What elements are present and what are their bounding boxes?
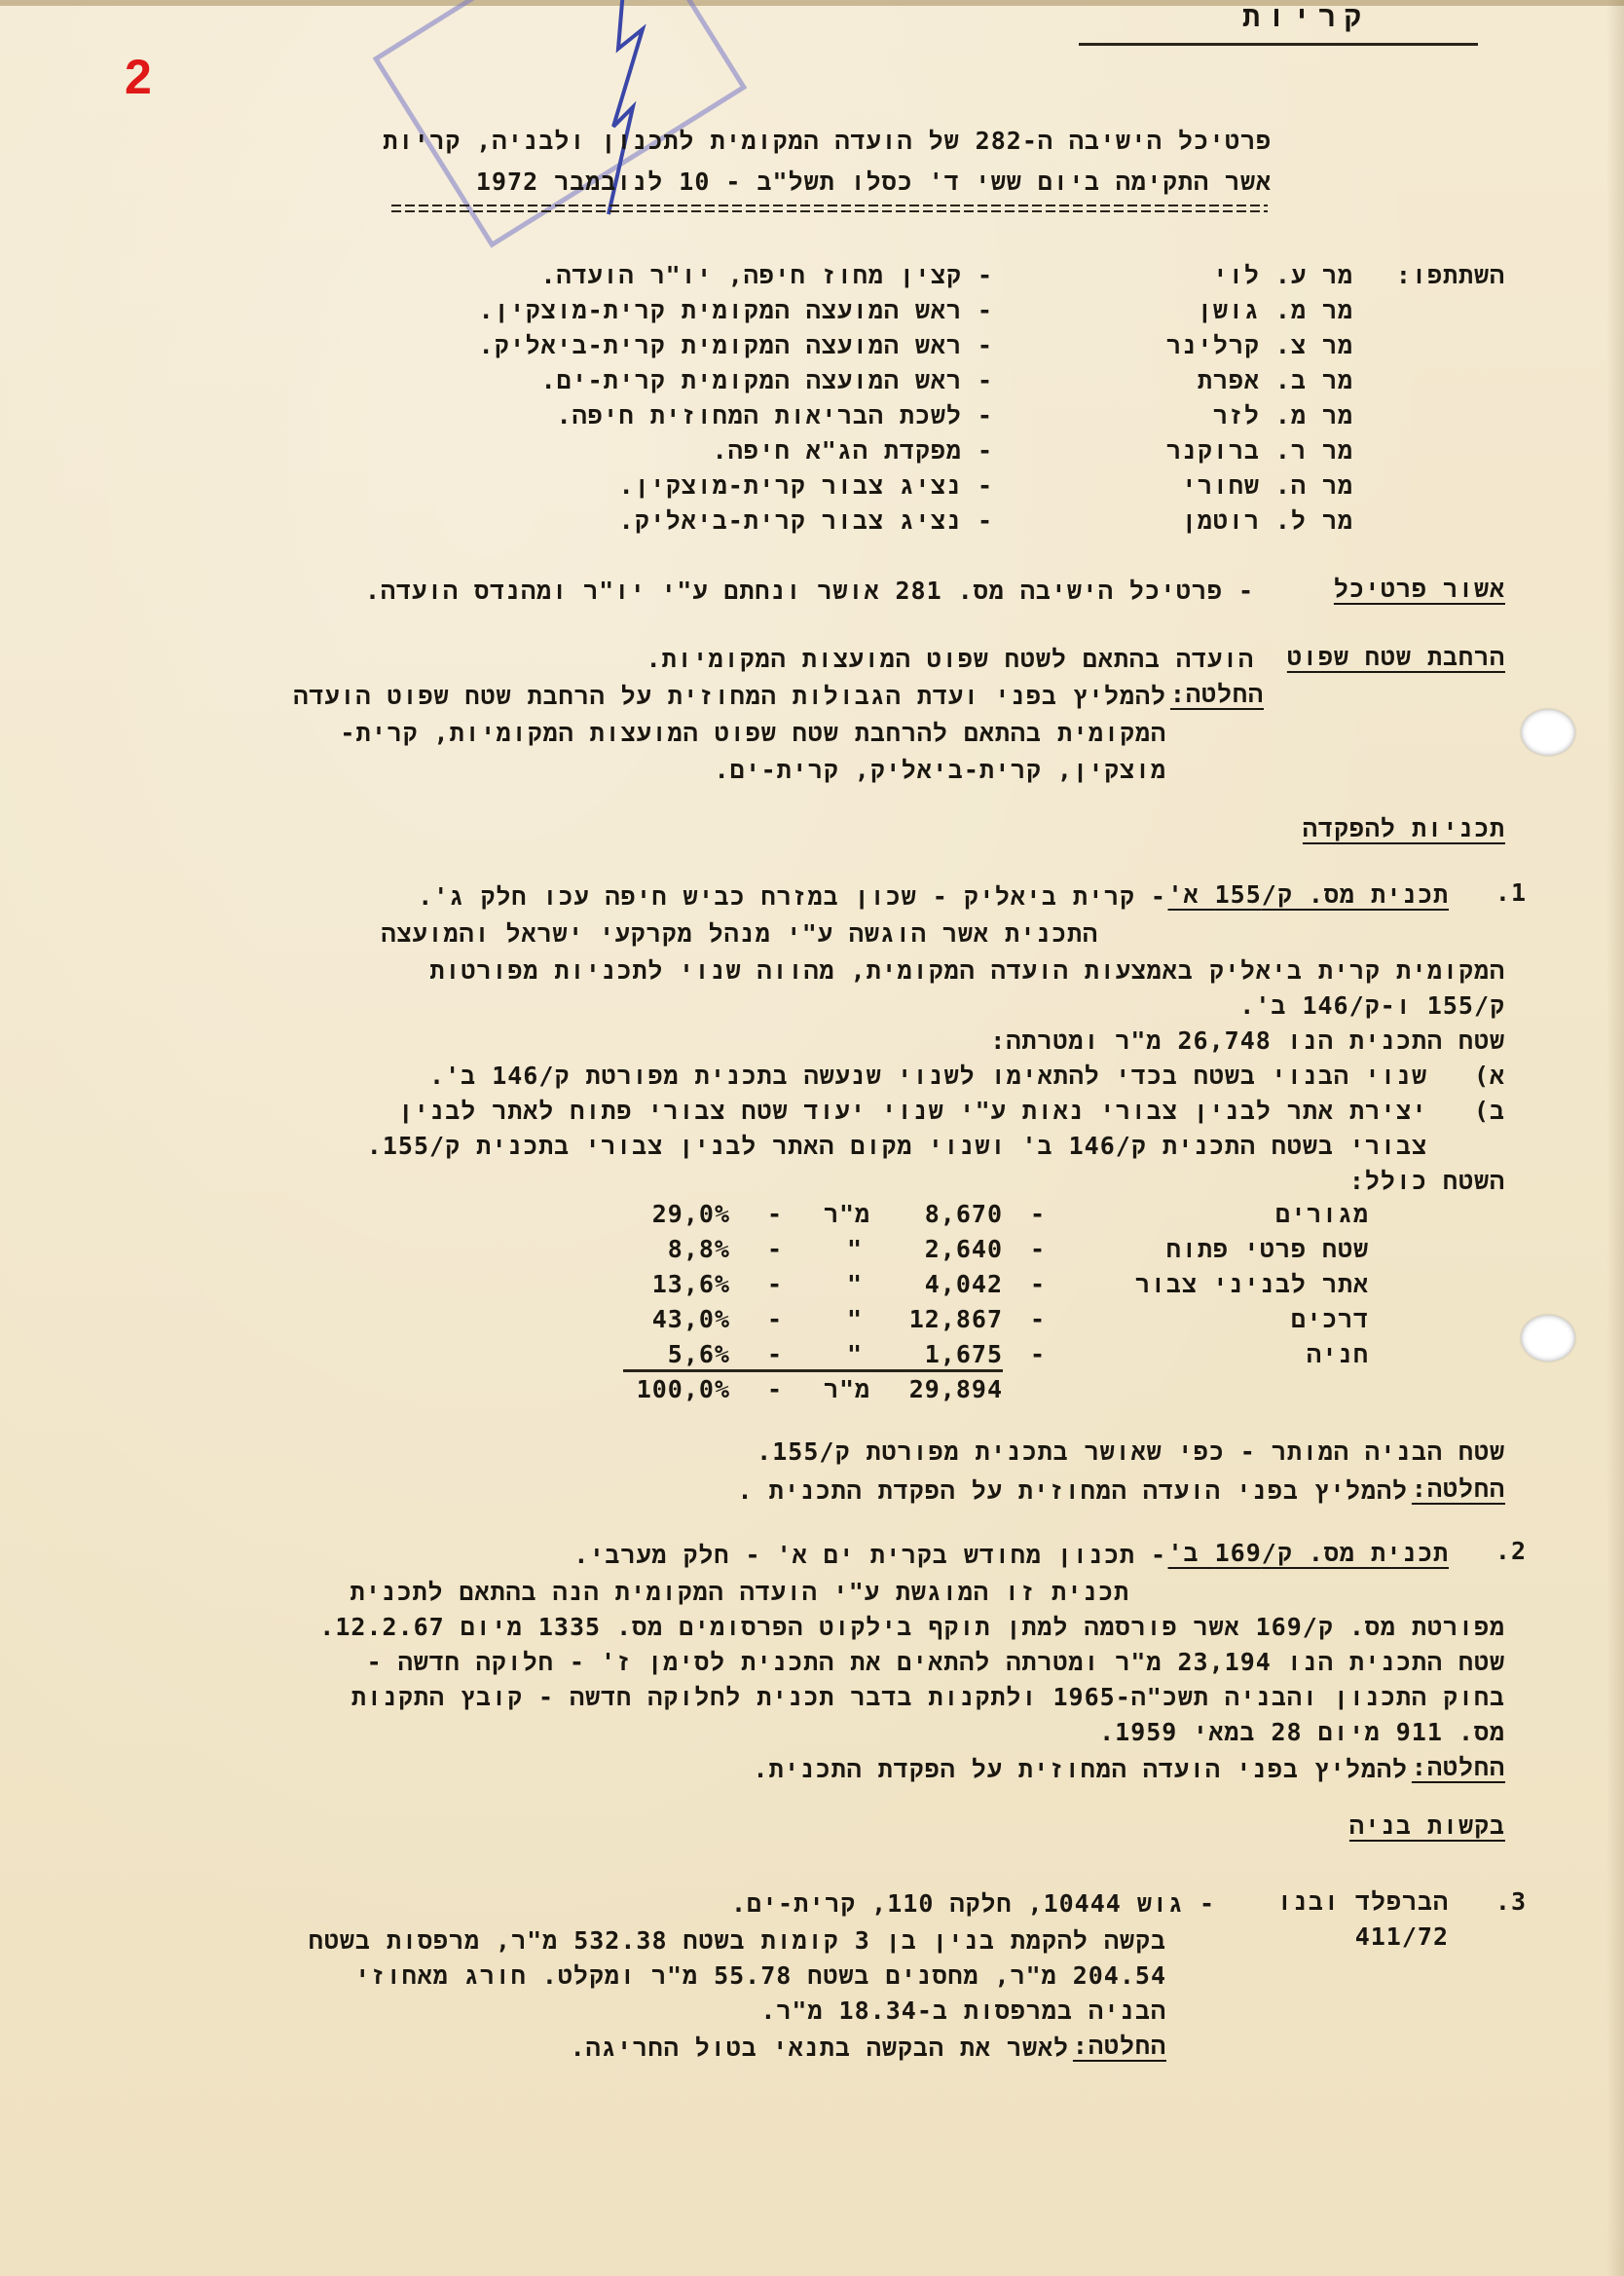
area-dash: - <box>1030 1235 1047 1263</box>
participant-name: מר ע. לוי <box>1212 261 1353 289</box>
table-sum-line <box>623 1369 1003 1372</box>
plan1-title: - קרית ביאליק - שכון במזרח כביש חיפה עכו חלק ג'. <box>418 882 1166 911</box>
area-dash: - <box>767 1235 784 1263</box>
area-total-unit: מ"ר <box>824 1375 871 1403</box>
area-total-value: 29,894 <box>908 1375 1003 1403</box>
participant-name: מר ב. אפרת <box>1197 366 1353 394</box>
area-use: שטח פרטי פתוח <box>1165 1235 1369 1263</box>
signature-mark <box>565 0 682 234</box>
participant-role: - לשכת הבריאות המחוזית חיפה. <box>556 401 993 429</box>
plan1-line-4: שטח התכנית הנו 26,748 מ"ר ומטרתה: <box>990 1026 1505 1055</box>
page-number: 2 <box>125 50 152 104</box>
participant-role: - נציג צבור קרית-מוצקין. <box>618 471 993 500</box>
plan1-decision: להמליץ בפני הועדה המחוזית על הפקדת התכנית . <box>737 1476 1408 1505</box>
jurisdiction-decision-line-1: להמליץ בפני ועדת הגבולות המחוזית על הרחבת שטח שפוט הועדה <box>293 682 1166 710</box>
area-dash: - <box>767 1270 784 1298</box>
area-dash: - <box>767 1305 784 1333</box>
title-line-1: פרטיכל הישיבה ה-282 של הועדה המקומית לתכנון ולבניה, קריות <box>383 127 1272 155</box>
jurisdiction-decision-line-2: המקומית בהתאם להרחבת שטח שפוט המועצות המקומיות, קרית- <box>340 719 1166 747</box>
plan1-item-a-mark: א) <box>1473 1062 1505 1090</box>
request3-decision-label: החלטה: <box>1072 2032 1166 2060</box>
jurisdiction-label: הרחבת שטח שפוט <box>1286 643 1505 671</box>
area-use: חניה <box>1306 1340 1369 1368</box>
area-total-pct: 100,0% <box>636 1375 730 1403</box>
area-value: 4,042 <box>924 1270 1003 1298</box>
area-pct: 13,6% <box>651 1270 730 1298</box>
request3-applicant: הברפלד ובנו <box>1276 1887 1449 1916</box>
request3-line-2: 204.54 מ"ר, מחסנים בשטח 55.78 מ"ר ומקלט. חורג מאחוזי <box>354 1961 1166 1990</box>
plan1-decision-label: החלטה: <box>1411 1474 1505 1503</box>
area-use: מגורים <box>1274 1200 1369 1228</box>
area-pct: 29,0% <box>651 1200 730 1228</box>
plan1-total-label: השטח כולל: <box>1348 1167 1505 1195</box>
area-unit: " <box>847 1270 864 1298</box>
area-value: 8,670 <box>924 1200 1003 1228</box>
area-dash: - <box>1030 1270 1047 1298</box>
participant-role: - ראש המועצה המקומית קרית-ים. <box>540 366 993 394</box>
participant-name: מר צ. קרלינר <box>1165 331 1353 359</box>
plan2-decision-label: החלטה: <box>1411 1753 1505 1781</box>
plan1-item-b-text-2: צבורי בשטח התכנית ק/146 ב' ושנוי מקום האתר לבנין צבורי בתכנית ק/155. <box>366 1132 1427 1160</box>
plan2-line-5: מס. 911 מיום 28 במאי 1959. <box>1099 1718 1505 1746</box>
area-pct: 5,6% <box>667 1340 730 1368</box>
area-dash: - <box>1030 1340 1047 1368</box>
plan2-decision: להמליץ בפני הועדה המחוזית על הפקדת התכנית. <box>753 1755 1408 1783</box>
area-unit: " <box>847 1235 864 1263</box>
page-edge <box>0 0 1624 6</box>
plan2-line-2: מפורטת מס. ק/169 אשר פורסמה למתן תוקף בילקוט הפרסומים מס. 1335 מיום 12.2.67. <box>319 1613 1505 1641</box>
plan1-built-area: שטח הבניה המותר - כפי שאושר בתכנית מפורטת ק/155. <box>757 1437 1505 1466</box>
plan1-item-b-text-1: יצירת אתר לבנין צבורי נאות ע"י שנוי יעוד שטח צבורי פתוח לאתר לבנין <box>398 1097 1427 1125</box>
request3-decision: לאשר את הבקשה בתנאי בטול החריגה. <box>570 2033 1069 2062</box>
participant-name: מר מ. לזר <box>1212 401 1353 429</box>
plan1-label: תכנית מס. ק/155 א' <box>1167 880 1449 909</box>
participant-name: מר מ. גושן <box>1197 296 1353 324</box>
area-dash: - <box>767 1375 784 1403</box>
jurisdiction-text: הועדה בהתאם לשטח שפוט המועצות המקומיות. <box>646 645 1254 673</box>
plan1-number: 1. <box>1495 878 1527 907</box>
plan2-line-1: תכנית זו המוגשת ע"י הועדה המקומית הנה בהתאם לתכנית <box>350 1578 1129 1606</box>
title-underline-2 <box>391 210 1268 212</box>
plan1-item-b-mark: ב) <box>1473 1097 1505 1125</box>
request3-line-3: הבניה במרפסות ב-18.34 מ"ר. <box>760 1996 1166 2025</box>
approval-label: אשור פרטיכל <box>1333 575 1505 603</box>
request3-file: 411/72 <box>1354 1922 1449 1951</box>
area-pct: 8,8% <box>667 1235 730 1263</box>
request3-title: - גוש 10444, חלקה 110, קרית-ים. <box>731 1889 1215 1918</box>
participant-role: - ראש המועצה המקומית קרית-ביאליק. <box>478 331 993 359</box>
participants-label: השתתפו: <box>1395 261 1505 289</box>
plan1-line-1: התכנית אשר הוגשה ע"י מנהל מקרקעי ישראל והמועצה <box>381 919 1098 948</box>
area-pct: 43,0% <box>651 1305 730 1333</box>
area-value: 12,867 <box>908 1305 1003 1333</box>
participant-role: - קצין מחוז חיפה, יו"ר הועדה. <box>540 261 993 289</box>
building-heading: בקשות בניה <box>1348 1811 1505 1840</box>
plan2-label: תכנית מס. ק/169 ב' <box>1167 1539 1449 1567</box>
plan2-number: 2. <box>1495 1537 1527 1565</box>
title-line-2: אשר התקימה ביום ששי ד' כסלו תשל"ב - 10 לנובמבר 1972 <box>475 168 1272 196</box>
participant-name: מר ל. רוטמן <box>1181 506 1353 535</box>
punch-hole <box>1521 1315 1575 1362</box>
participant-name: מר ר. ברוקנר <box>1165 436 1353 465</box>
request3-line-1: בקשה להקמת בנין בן 3 קומות בשטח 532.38 מ"ר, מרפסות בשטח <box>308 1926 1166 1955</box>
header-underline <box>1079 43 1478 46</box>
area-unit: מ"ר <box>824 1200 871 1228</box>
header-word: קריות <box>1241 0 1369 34</box>
plan2-line-3: שטח התכנית הנו 23,194 מ"ר ומטרתה להתאים את התכנית לסימן ז' - חלוקה חדשה - <box>366 1648 1505 1676</box>
title-underline <box>391 205 1268 206</box>
area-dash: - <box>1030 1200 1047 1228</box>
participant-role: - ראש המועצה המקומית קרית-מוצקין. <box>478 296 993 324</box>
area-value: 1,675 <box>924 1340 1003 1368</box>
punch-hole <box>1521 709 1575 756</box>
participant-role: - מפקדת הג"א חיפה. <box>712 436 993 465</box>
page-shadow <box>1606 0 1624 2276</box>
area-unit: " <box>847 1340 864 1368</box>
plan2-title: - תכנון מחודש בקרית ים א' - חלק מערבי. <box>573 1541 1166 1569</box>
plan1-line-2: המקומית קרית ביאליק באמצעות הועדה המקומית, מהווה שנוי לתכניות מפורטות <box>429 956 1505 985</box>
plans-heading: תכניות להפקדה <box>1302 814 1505 842</box>
participant-role: - נציג צבור קרית-ביאליק. <box>618 506 993 535</box>
plan1-item-a-text: שנוי הבנוי בשטח בכדי להתאימו לשנוי שנעשה בתכנית מפורטת ק/146 ב'. <box>429 1062 1427 1090</box>
area-use: אתר לבניני צבור <box>1134 1270 1369 1298</box>
area-dash: - <box>1030 1305 1047 1333</box>
decision-label: החלטה: <box>1169 680 1264 708</box>
plan2-line-4: בחוק התכנון והבניה תשכ"ה-1965 ולתקנות בדבר תכנית לחלוקה חדשה - קובץ התקנות <box>351 1683 1505 1711</box>
area-dash: - <box>767 1340 784 1368</box>
jurisdiction-decision-line-3: מוצקין, קרית-ביאליק, קרית-ים. <box>714 756 1166 784</box>
area-value: 2,640 <box>924 1235 1003 1263</box>
area-use: דרכים <box>1290 1305 1369 1333</box>
area-dash: - <box>767 1200 784 1228</box>
participant-name: מר ה. שחורי <box>1181 471 1353 500</box>
area-unit: " <box>847 1305 864 1333</box>
approval-text: - פרטיכל הישיבה מס. 281 אושר ונחתם ע"י יו"ר ומהנדס הועדה. <box>364 577 1254 605</box>
plan1-line-3: ק/155 ו-ק/146 ב'. <box>1239 991 1505 1020</box>
request3-number: 3. <box>1495 1887 1527 1916</box>
